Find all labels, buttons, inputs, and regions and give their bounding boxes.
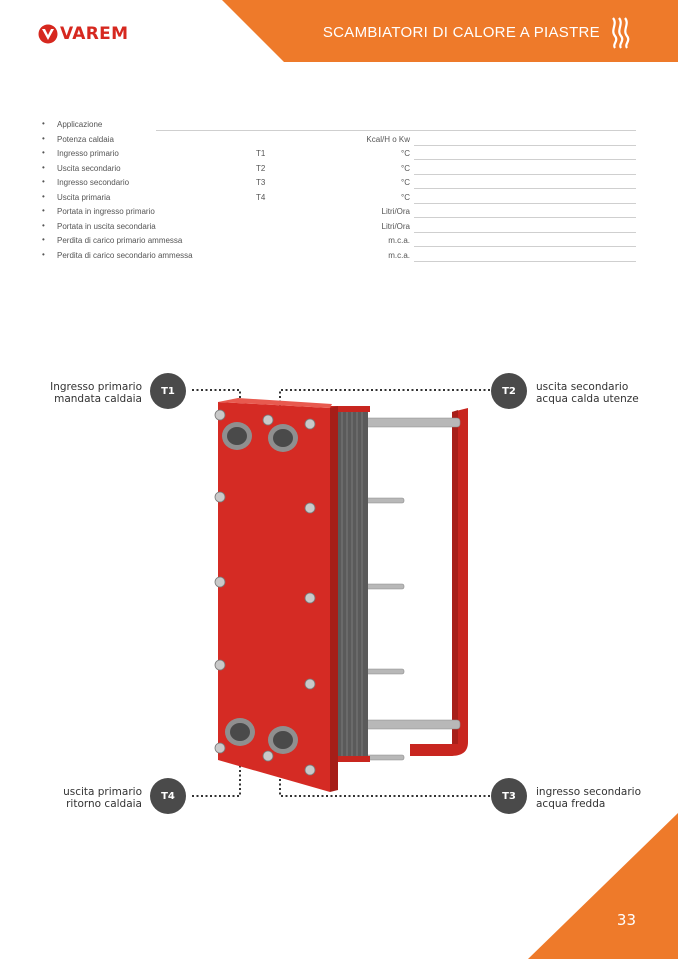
spec-label: Ingresso primario [57,149,119,158]
spec-input-line[interactable] [414,188,636,189]
callout-t2-text [536,381,656,405]
callout-t3-line2: acqua fredda [536,798,606,810]
callout-t4-text [30,786,142,810]
callout-t2-line2: acqua calda utenze [536,393,639,405]
spec-row-potenza-caldaia [42,134,636,149]
spec-unit: °C [401,178,410,187]
spec-unit: m.c.a. [388,250,410,260]
callout-t4-line1: uscita primario [63,786,142,798]
spec-input-line[interactable] [414,261,636,262]
spec-label: Perdita di carico primario ammessa [57,236,183,245]
exchanger-diagram [0,360,678,820]
footer-corner [528,809,678,959]
bullet: • [42,162,45,172]
plate-heat-exchanger-image [0,360,678,820]
spec-input-line[interactable] [414,246,636,247]
varem-emblem-icon [38,24,58,44]
bullet: • [42,133,45,143]
spec-row-perdita-secondario [42,250,636,265]
bullet: • [42,148,45,157]
spec-label: Applicazione [57,120,103,129]
brand-logo [38,24,128,44]
spec-label: Potenza caldaia [57,134,114,144]
spec-unit: Litri/Ora [381,221,410,231]
tag-t4: T4 [150,778,186,814]
spec-row-ingresso-secondario [42,177,636,192]
spec-code: T4 [256,192,266,202]
spec-input-line[interactable] [414,145,636,146]
tag-t2: T2 [491,373,527,409]
callout-t1-line2: mandata caldaia [54,393,142,405]
spec-label: Perdita di carico secondario ammessa [57,250,193,260]
spec-row-uscita-primaria [42,192,636,207]
callout-t2-line1: uscita secondario [536,381,629,393]
bullet: • [42,191,45,201]
bullet: • [42,206,45,215]
page-number: 33 [616,911,636,929]
spec-label: Portata in uscita secondaria [57,221,156,231]
bullet: • [42,220,45,230]
spec-input-line[interactable] [414,203,636,204]
spec-code: T1 [256,149,266,158]
spec-input-line[interactable] [414,174,636,175]
spec-input-line[interactable] [156,130,636,131]
waves-icon [610,16,630,50]
spec-code: T2 [256,163,266,173]
spec-label: Uscita primaria [57,192,111,202]
callout-t1-line1: Ingresso primario [50,381,142,393]
bullet: • [42,249,45,259]
callout-t3-line1: ingresso secondario [536,786,642,798]
spec-unit: °C [401,192,410,202]
spec-input-line[interactable] [414,159,636,160]
spec-row-uscita-secondario [42,163,636,178]
page-title: SCAMBIATORI DI CALORE A PIASTRE [322,24,600,41]
spec-row-portata-uscita-secondaria [42,221,636,236]
spec-unit: Kcal/H o Kw [366,134,410,144]
brand-name: VAREM [60,24,129,44]
spec-row-perdita-primario [42,235,636,250]
bullet: • [42,119,45,128]
spec-unit: °C [401,149,410,158]
tag-t1: T1 [150,373,186,409]
spec-label: Ingresso secondario [57,178,130,187]
callout-t4-line2: ritorno caldaia [66,798,142,810]
spec-unit: Litri/Ora [381,207,410,216]
callout-t1-text [30,381,142,405]
spec-input-line[interactable] [414,217,636,218]
spec-unit: m.c.a. [388,236,410,245]
spec-code: T3 [256,178,266,187]
spec-row-portata-ingresso-primario [42,206,636,221]
spec-row-ingresso-primario [42,148,636,163]
spec-input-line[interactable] [414,232,636,233]
spec-label: Uscita secondario [57,163,121,173]
spec-label: Portata in ingresso primario [57,207,155,216]
bullet: • [42,235,45,244]
tag-t3: T3 [491,778,527,814]
spec-unit: °C [401,163,410,173]
spec-form [42,119,636,264]
spec-row-applicazione [42,119,636,134]
bullet: • [42,177,45,186]
callout-t3-text [536,786,666,810]
